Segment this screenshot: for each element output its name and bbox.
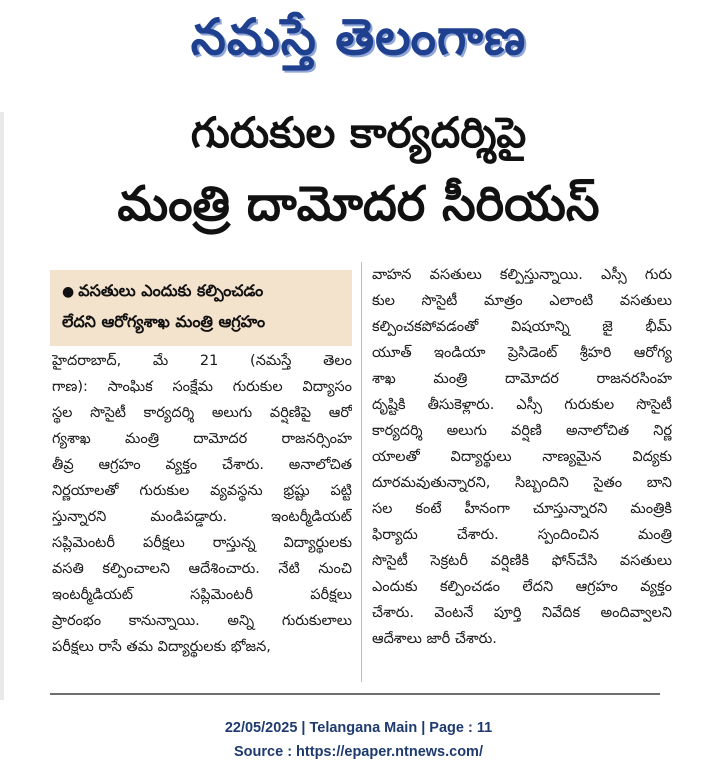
article-line: యాలతో విద్యార్థులు నాణ్యమైన విద్యకు — [372, 449, 672, 465]
footer-date-page: 22/05/2025 | Telangana Main | Page : 11 — [224, 720, 493, 736]
article-line: స్తున్నారని మండిపడ్డారు. ఇంటర్మీడియట్ — [52, 509, 352, 525]
column-divider — [361, 262, 362, 682]
article-column-left — [52, 348, 352, 660]
article-line: స్థల సొసైటీ కార్యదర్శి అలుగు వర్షిణిపై ఆరో — [52, 405, 352, 421]
article-line: ఫిర్యాదు చేశారు. స్పందించిన మంత్రి — [372, 527, 672, 543]
article-line: వసతి కల్పించాలని ఆదేశించారు. నేటి నుంచి — [52, 561, 352, 577]
article-line: వాహన వసతులు కల్పిస్తున్నాయి. ఎస్సీ గురు — [372, 267, 672, 283]
article-column-right — [372, 262, 672, 652]
article-line: నిర్ణయాలతో గురుకుల వ్యవస్థను భ్రష్టు పట్టి — [52, 483, 352, 499]
article-line: శాఖ మంత్రి దామోదర రాజనరసింహ — [372, 371, 672, 387]
article-line: సప్లిమెంటరీ పరీక్షలు రాస్తున్న విద్యార్థులకు — [52, 535, 352, 551]
headline-line-2: మంత్రి దామోదర సీరియస్ — [117, 176, 600, 232]
highlight-line-1 — [62, 276, 344, 307]
article-line: యూత్ ఇండియా ప్రెసిడెంట్ శ్రీహరి ఆరోగ్య — [372, 345, 672, 361]
article-line: చేశారు. వెంటనే పూర్తి నివేదిక అందివ్వాలని — [372, 605, 672, 621]
article-line: హైదరాబాద్, మే 21 (నమస్తే తెలం — [52, 353, 352, 369]
article-line: ఎందుకు కల్పించడం లేదని ఆగ్రహం వ్యక్తం — [372, 579, 672, 595]
footer-rule — [50, 693, 660, 695]
article-line: సల కంటే హీనంగా చూస్తున్నారని మంత్రికి — [372, 501, 672, 517]
highlight-line-2: లేదని ఆరోగ్యశాఖ మంత్రి ఆగ్రహం — [62, 312, 266, 331]
article-line: దూరమవుతున్నారని, సిబ్బందిని సైతం బాని — [372, 475, 672, 491]
article-line: పరీక్షలు రాసే తమ విద్యార్థులకు భోజన, — [52, 639, 271, 655]
article-line: ఆదేశాలు జారీ చేశారు. — [372, 631, 497, 647]
highlight-text-1: వసతులు ఎందుకు కల్పించడం — [78, 281, 264, 300]
article-line: కుల సొసైటీ మాత్రం ఎలాంటి వసతులు — [372, 293, 672, 309]
article-line: ఇంటర్మీడియట్ సప్లిమెంటరీ పరీక్షలు — [52, 587, 352, 603]
article-line: సొసైటీ సెక్రటరీ వర్షిణికి ఫోన్‌చేసి వసతులు — [372, 553, 672, 569]
bullet-icon: ● — [62, 284, 75, 300]
article-line: తీవ్ర ఆగ్రహం వ్యక్తం చేశారు. అనాలోచిత — [52, 457, 352, 473]
article-line: ప్రారంభం కానున్నాయి. అన్ని గురుకులాలు — [52, 613, 352, 629]
footer-source: Source : https://epaper.ntnews.com/ — [234, 744, 483, 760]
newspaper-masthead: నమస్తే తెలంగాణ — [190, 8, 527, 66]
article-line: గాణ): సాంఘిక సంక్షేమ గురుకుల విద్యాసం — [52, 379, 352, 395]
highlight-box — [50, 270, 352, 346]
article-line: కార్యదర్శి అలుగు వర్షిణి అనాలోచిత నిర్ణ — [372, 423, 672, 439]
article-line: దృష్టికి తీసుకెళ్లారు. ఎస్సీ గురుకుల సొసైటీ — [372, 397, 672, 413]
headline-line-1: గురుకుల కార్యదర్శిపై — [190, 108, 527, 157]
article-line: కల్పించకపోవడంతో విషయాన్ని జై భీమ్ — [372, 319, 672, 335]
article-line: గ్యశాఖ మంత్రి దామోదర రాజనర్సింహ — [52, 431, 352, 447]
